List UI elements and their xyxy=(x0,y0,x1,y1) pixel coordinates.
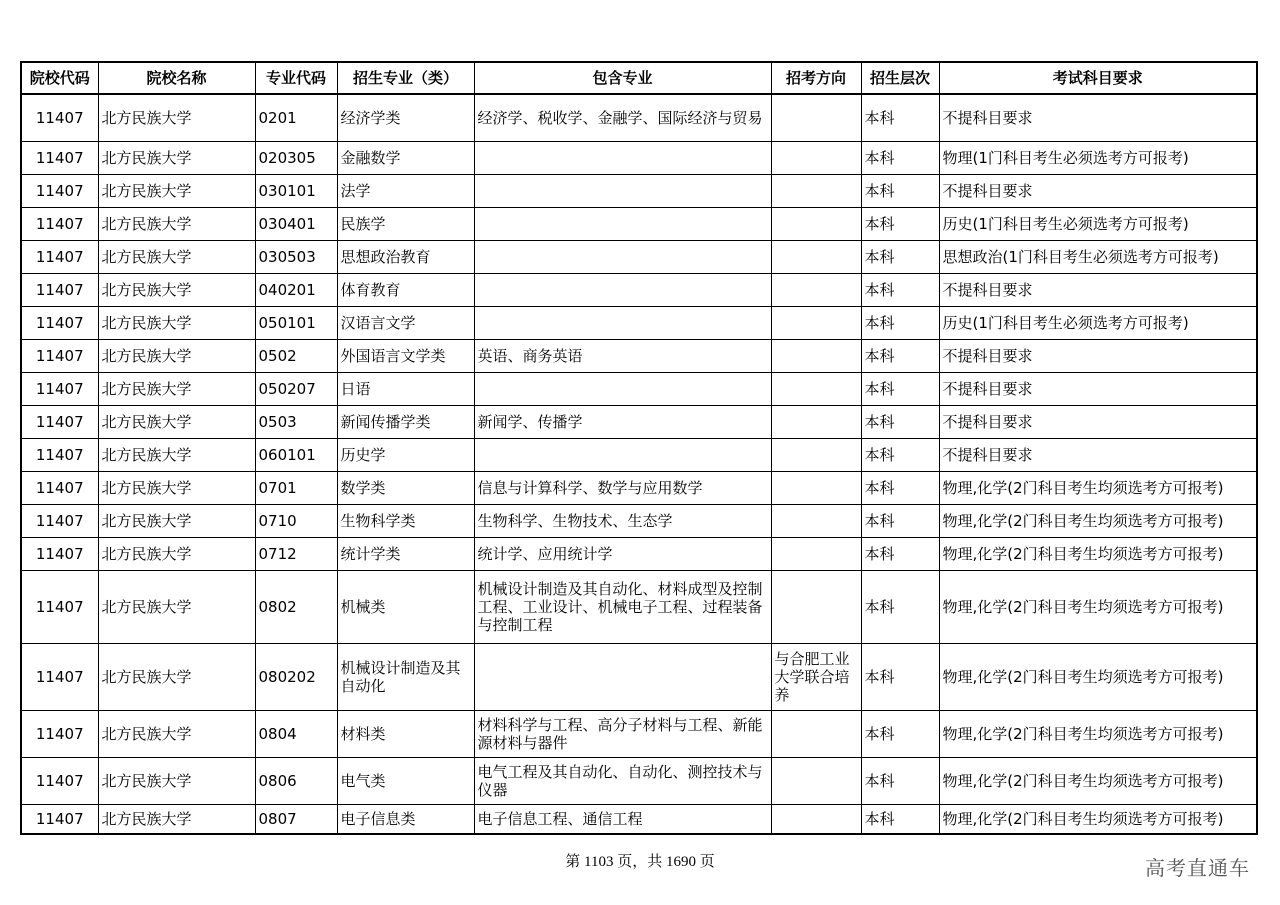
cell-subject-requirement: 物理,化学(2门科目考生均须选考方可报考) xyxy=(939,537,1257,570)
cell-subject-requirement: 不提科目要求 xyxy=(939,94,1257,141)
cell-level: 本科 xyxy=(861,804,939,834)
cell-direction xyxy=(771,207,861,240)
cell-subject-requirement: 物理,化学(2门科目考生均须选考方可报考) xyxy=(939,757,1257,804)
cell-major-name: 电气类 xyxy=(337,757,474,804)
cell-major-name: 金融数学 xyxy=(337,141,474,174)
table-row xyxy=(21,804,1257,834)
cell-included-majors xyxy=(474,240,771,273)
cell-level: 本科 xyxy=(861,240,939,273)
table-row xyxy=(21,438,1257,471)
cell-school-code: 11407 xyxy=(21,710,98,757)
cell-level: 本科 xyxy=(861,710,939,757)
cell-direction xyxy=(771,757,861,804)
cell-direction xyxy=(771,273,861,306)
cell-major-name: 外国语言文学类 xyxy=(337,339,474,372)
cell-school-name: 北方民族大学 xyxy=(98,643,255,710)
cell-major-code: 080202 xyxy=(255,643,337,710)
cell-major-name: 体育教育 xyxy=(337,273,474,306)
cell-school-name: 北方民族大学 xyxy=(98,207,255,240)
cell-school-name: 北方民族大学 xyxy=(98,537,255,570)
cell-school-code: 11407 xyxy=(21,438,98,471)
table-row xyxy=(21,643,1257,710)
header-subject-requirement: 考试科目要求 xyxy=(939,62,1257,94)
cell-school-code: 11407 xyxy=(21,504,98,537)
cell-school-code: 11407 xyxy=(21,240,98,273)
cell-subject-requirement: 不提科目要求 xyxy=(939,372,1257,405)
cell-level: 本科 xyxy=(861,141,939,174)
cell-direction xyxy=(771,504,861,537)
cell-direction xyxy=(771,306,861,339)
cell-school-name: 北方民族大学 xyxy=(98,710,255,757)
cell-major-code: 0807 xyxy=(255,804,337,834)
cell-level: 本科 xyxy=(861,757,939,804)
cell-included-majors xyxy=(474,306,771,339)
cell-subject-requirement: 物理,化学(2门科目考生均须选考方可报考) xyxy=(939,643,1257,710)
cell-major-name: 材料类 xyxy=(337,710,474,757)
header-row xyxy=(21,62,1257,94)
cell-level: 本科 xyxy=(861,207,939,240)
table-row xyxy=(21,94,1257,141)
cell-subject-requirement: 思想政治(1门科目考生必须选考方可报考) xyxy=(939,240,1257,273)
cell-major-name: 历史学 xyxy=(337,438,474,471)
cell-included-majors: 电气工程及其自动化、自动化、测控技术与仪器 xyxy=(474,757,771,804)
table-row xyxy=(21,504,1257,537)
cell-school-name: 北方民族大学 xyxy=(98,240,255,273)
table-row xyxy=(21,141,1257,174)
cell-direction: 与合肥工业大学联合培养 xyxy=(771,643,861,710)
cell-school-name: 北方民族大学 xyxy=(98,504,255,537)
cell-school-name: 北方民族大学 xyxy=(98,405,255,438)
cell-subject-requirement: 不提科目要求 xyxy=(939,339,1257,372)
cell-major-code: 040201 xyxy=(255,273,337,306)
cell-level: 本科 xyxy=(861,94,939,141)
cell-major-name: 生物科学类 xyxy=(337,504,474,537)
cell-major-name: 电子信息类 xyxy=(337,804,474,834)
cell-included-majors xyxy=(474,372,771,405)
cell-direction xyxy=(771,141,861,174)
cell-school-code: 11407 xyxy=(21,141,98,174)
cell-level: 本科 xyxy=(861,339,939,372)
cell-level: 本科 xyxy=(861,504,939,537)
cell-subject-requirement: 不提科目要求 xyxy=(939,405,1257,438)
cell-school-name: 北方民族大学 xyxy=(98,804,255,834)
cell-major-name: 经济学类 xyxy=(337,94,474,141)
header-school-name: 院校名称 xyxy=(98,62,255,94)
cell-subject-requirement: 物理,化学(2门科目考生均须选考方可报考) xyxy=(939,504,1257,537)
watermark-logo: 高考直通车 xyxy=(1145,856,1250,880)
cell-direction xyxy=(771,94,861,141)
cell-subject-requirement: 不提科目要求 xyxy=(939,273,1257,306)
table-row xyxy=(21,339,1257,372)
cell-school-code: 11407 xyxy=(21,339,98,372)
cell-included-majors: 信息与计算科学、数学与应用数学 xyxy=(474,471,771,504)
cell-level: 本科 xyxy=(861,174,939,207)
cell-included-majors: 机械设计制造及其自动化、材料成型及控制工程、工业设计、机械电子工程、过程装备与控制工程 xyxy=(474,570,771,643)
cell-major-code: 030503 xyxy=(255,240,337,273)
cell-school-code: 11407 xyxy=(21,757,98,804)
cell-major-name: 数学类 xyxy=(337,471,474,504)
cell-major-name: 统计学类 xyxy=(337,537,474,570)
table-row xyxy=(21,372,1257,405)
cell-level: 本科 xyxy=(861,643,939,710)
cell-direction xyxy=(771,471,861,504)
table-row xyxy=(21,710,1257,757)
cell-school-code: 11407 xyxy=(21,537,98,570)
cell-included-majors: 新闻学、传播学 xyxy=(474,405,771,438)
table-row xyxy=(21,273,1257,306)
cell-school-code: 11407 xyxy=(21,804,98,834)
cell-level: 本科 xyxy=(861,306,939,339)
table-row xyxy=(21,570,1257,643)
cell-major-code: 050207 xyxy=(255,372,337,405)
cell-included-majors xyxy=(474,207,771,240)
cell-school-code: 11407 xyxy=(21,94,98,141)
cell-major-name: 新闻传播学类 xyxy=(337,405,474,438)
cell-direction xyxy=(771,372,861,405)
cell-included-majors: 英语、商务英语 xyxy=(474,339,771,372)
cell-school-name: 北方民族大学 xyxy=(98,273,255,306)
cell-subject-requirement: 物理,化学(2门科目考生均须选考方可报考) xyxy=(939,710,1257,757)
cell-major-code: 0710 xyxy=(255,504,337,537)
cell-subject-requirement: 物理,化学(2门科目考生均须选考方可报考) xyxy=(939,471,1257,504)
header-major-code: 专业代码 xyxy=(255,62,337,94)
cell-major-code: 0201 xyxy=(255,94,337,141)
cell-level: 本科 xyxy=(861,537,939,570)
page-number: 第 1103 页，共 1690 页 xyxy=(565,854,715,870)
cell-school-name: 北方民族大学 xyxy=(98,570,255,643)
cell-direction xyxy=(771,710,861,757)
cell-subject-requirement: 历史(1门科目考生必须选考方可报考) xyxy=(939,306,1257,339)
cell-school-code: 11407 xyxy=(21,570,98,643)
cell-school-name: 北方民族大学 xyxy=(98,339,255,372)
cell-included-majors: 材料科学与工程、高分子材料与工程、新能源材料与器件 xyxy=(474,710,771,757)
cell-major-code: 030101 xyxy=(255,174,337,207)
admissions-table xyxy=(20,61,1258,835)
cell-subject-requirement: 不提科目要求 xyxy=(939,174,1257,207)
header-school-code: 院校代码 xyxy=(21,62,98,94)
cell-major-name: 民族学 xyxy=(337,207,474,240)
cell-level: 本科 xyxy=(861,372,939,405)
cell-level: 本科 xyxy=(861,471,939,504)
cell-included-majors xyxy=(474,273,771,306)
cell-subject-requirement: 物理,化学(2门科目考生均须选考方可报考) xyxy=(939,804,1257,834)
cell-school-name: 北方民族大学 xyxy=(98,372,255,405)
cell-level: 本科 xyxy=(861,438,939,471)
table-body xyxy=(21,94,1257,834)
table-row xyxy=(21,207,1257,240)
cell-major-code: 0804 xyxy=(255,710,337,757)
table-row xyxy=(21,405,1257,438)
cell-major-code: 0503 xyxy=(255,405,337,438)
cell-subject-requirement: 物理,化学(2门科目考生均须选考方可报考) xyxy=(939,570,1257,643)
cell-included-majors: 电子信息工程、通信工程 xyxy=(474,804,771,834)
cell-school-code: 11407 xyxy=(21,405,98,438)
cell-school-code: 11407 xyxy=(21,471,98,504)
cell-direction xyxy=(771,537,861,570)
cell-level: 本科 xyxy=(861,570,939,643)
cell-subject-requirement: 历史(1门科目考生必须选考方可报考) xyxy=(939,207,1257,240)
cell-included-majors xyxy=(474,174,771,207)
cell-major-name: 法学 xyxy=(337,174,474,207)
header-major-name: 招生专业（类） xyxy=(337,62,474,94)
cell-included-majors: 统计学、应用统计学 xyxy=(474,537,771,570)
cell-school-name: 北方民族大学 xyxy=(98,471,255,504)
cell-major-code: 0701 xyxy=(255,471,337,504)
cell-direction xyxy=(771,570,861,643)
cell-school-name: 北方民族大学 xyxy=(98,438,255,471)
table-row xyxy=(21,306,1257,339)
cell-direction xyxy=(771,438,861,471)
table-row xyxy=(21,240,1257,273)
cell-level: 本科 xyxy=(861,273,939,306)
cell-included-majors: 生物科学、生物技术、生态学 xyxy=(474,504,771,537)
cell-major-code: 060101 xyxy=(255,438,337,471)
cell-level: 本科 xyxy=(861,405,939,438)
cell-school-code: 11407 xyxy=(21,207,98,240)
cell-included-majors xyxy=(474,141,771,174)
cell-school-name: 北方民族大学 xyxy=(98,94,255,141)
table-row xyxy=(21,174,1257,207)
cell-major-code: 0502 xyxy=(255,339,337,372)
cell-included-majors xyxy=(474,643,771,710)
cell-major-name: 思想政治教育 xyxy=(337,240,474,273)
cell-school-name: 北方民族大学 xyxy=(98,141,255,174)
cell-major-code: 0712 xyxy=(255,537,337,570)
cell-major-code: 050101 xyxy=(255,306,337,339)
cell-major-code: 020305 xyxy=(255,141,337,174)
cell-subject-requirement: 不提科目要求 xyxy=(939,438,1257,471)
table-row xyxy=(21,471,1257,504)
cell-major-code: 0806 xyxy=(255,757,337,804)
cell-school-code: 11407 xyxy=(21,372,98,405)
header-included-majors: 包含专业 xyxy=(474,62,771,94)
table-row xyxy=(21,537,1257,570)
cell-school-code: 11407 xyxy=(21,273,98,306)
cell-subject-requirement: 物理(1门科目考生必须选考方可报考) xyxy=(939,141,1257,174)
cell-major-code: 0802 xyxy=(255,570,337,643)
cell-major-name: 日语 xyxy=(337,372,474,405)
cell-school-code: 11407 xyxy=(21,174,98,207)
cell-direction xyxy=(771,804,861,834)
cell-direction xyxy=(771,240,861,273)
header-direction: 招考方向 xyxy=(771,62,861,94)
cell-school-name: 北方民族大学 xyxy=(98,174,255,207)
cell-major-name: 机械设计制造及其自动化 xyxy=(337,643,474,710)
cell-school-code: 11407 xyxy=(21,643,98,710)
cell-included-majors: 经济学、税收学、金融学、国际经济与贸易 xyxy=(474,94,771,141)
cell-direction xyxy=(771,174,861,207)
cell-major-name: 机械类 xyxy=(337,570,474,643)
cell-direction xyxy=(771,339,861,372)
table-row xyxy=(21,757,1257,804)
cell-school-name: 北方民族大学 xyxy=(98,757,255,804)
cell-school-name: 北方民族大学 xyxy=(98,306,255,339)
cell-school-code: 11407 xyxy=(21,306,98,339)
cell-major-name: 汉语言文学 xyxy=(337,306,474,339)
cell-included-majors xyxy=(474,438,771,471)
header-level: 招生层次 xyxy=(861,62,939,94)
cell-major-code: 030401 xyxy=(255,207,337,240)
cell-direction xyxy=(771,405,861,438)
